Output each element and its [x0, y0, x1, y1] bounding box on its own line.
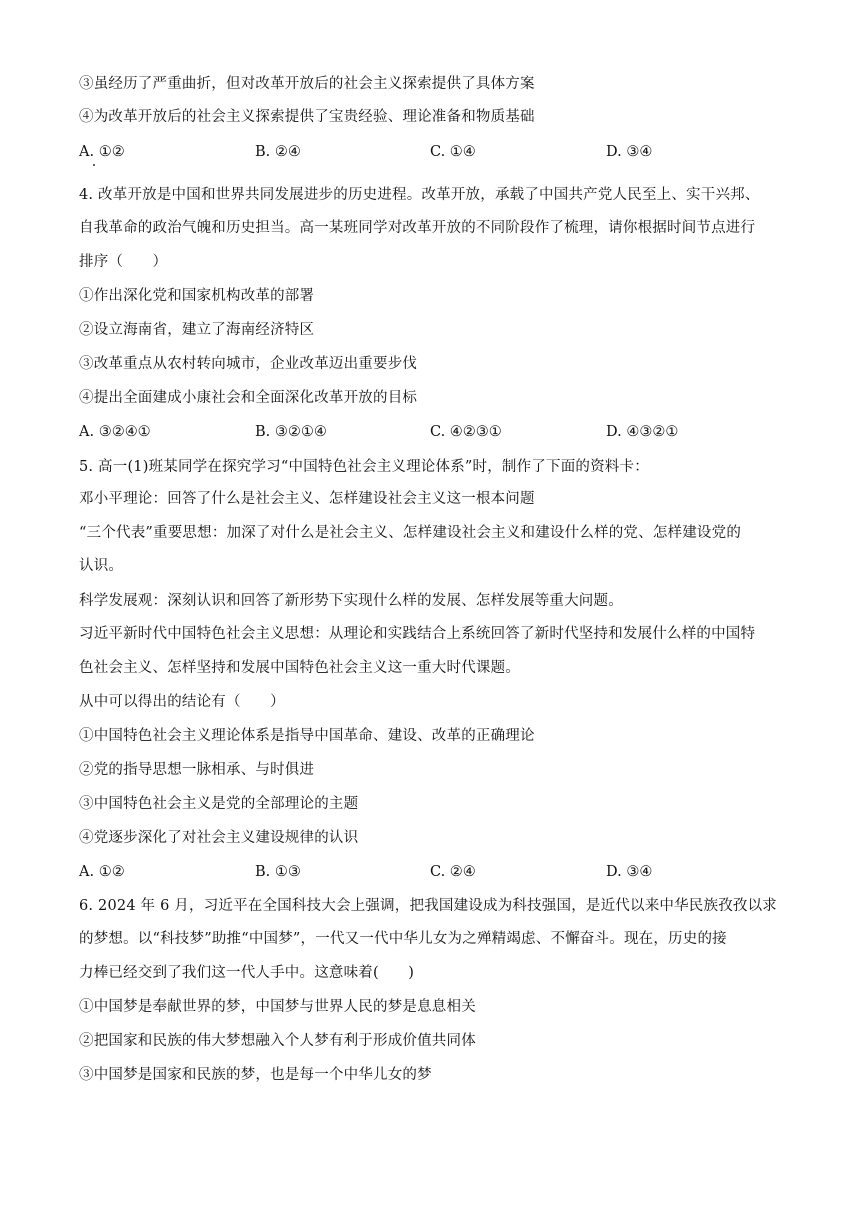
q6-item-1: ①中国梦是奉献世界的梦，中国梦与世界人民的梦是息息相关 — [79, 999, 476, 1015]
q5-item-2: ②党的指导思想一脉相承、与时俱进 — [79, 762, 315, 778]
q5-question: 从中可以得出的结论有（ ） — [79, 694, 285, 710]
q5-card-line-6: 色社会主义、怎样坚持和发展中国特色社会主义这一重大时代课题。 — [79, 660, 520, 676]
q4-item-2: ②设立海南省，建立了海南经济特区 — [79, 322, 315, 338]
q5-card-line-4: 科学发展观：深刻认识和回答了新形势下实现什么样的发展、怎样发展等重大问题。 — [79, 593, 623, 609]
q4-option-c[interactable]: C. ④②③① — [430, 424, 502, 440]
mark-dot — [93, 164, 95, 166]
q3-option-c[interactable]: C. ①④ — [430, 144, 476, 160]
q4-option-b[interactable]: B. ③②①④ — [255, 424, 327, 440]
q5-option-c[interactable]: C. ②④ — [430, 864, 476, 880]
q3-statement-4: ④为改革开放后的社会主义探索提供了宝贵经验、理论准备和物质基础 — [79, 109, 535, 125]
q3-option-a[interactable]: A. ①② — [79, 144, 125, 160]
q4-item-4: ④提出全面建成小康社会和全面深化改革开放的目标 — [79, 390, 418, 406]
q5-option-d[interactable]: D. ③④ — [606, 864, 653, 880]
q4-item-3: ③改革重点从农村转向城市，企业改革迈出重要步伐 — [79, 356, 418, 372]
q4-stem-line-3: 排序（ ） — [79, 254, 168, 270]
q5-card-line-1: 邓小平理论：回答了什么是社会主义、怎样建设社会主义这一根本问题 — [79, 491, 535, 507]
q5-card-line-5: 习近平新时代中国特色社会主义思想：从理论和实践结合上系统回答了新时代坚持和发展什么样的中国特 — [79, 626, 756, 642]
q6-item-3: ③中国梦是国家和民族的梦，也是每一个中华儿女的梦 — [79, 1067, 432, 1083]
q4-option-a[interactable]: A. ③②④① — [79, 424, 151, 440]
q6-stem-line-1: 6. 2024 年 6 月，习近平在全国科技大会上强调，把我国建设成为科技强国，是近代以来中华民族孜孜以求 — [79, 898, 777, 914]
q5-option-b[interactable]: B. ①③ — [255, 864, 301, 880]
q4-option-d[interactable]: D. ④③②① — [606, 424, 679, 440]
q5-item-4: ④党逐步深化了对社会主义建设规律的认识 — [79, 830, 359, 846]
q3-option-b[interactable]: B. ②④ — [255, 144, 301, 160]
q5-option-a[interactable]: A. ①② — [79, 864, 125, 880]
q4-stem-line-2: 自我革命的政治气魄和历史担当。高一某班同学对改革开放的不同阶段作了梳理，请你根据时间节点进行 — [79, 220, 756, 236]
q6-item-2: ②把国家和民族的伟大梦想融入个人梦有利于形成价值共同体 — [79, 1033, 476, 1049]
q4-item-1: ①作出深化党和国家机构改革的部署 — [79, 288, 315, 304]
q5-item-1: ①中国特色社会主义理论体系是指导中国革命、建设、改革的正确理论 — [79, 728, 535, 744]
q5-card-line-2: “三个代表”重要思想：加深了对什么是社会主义、怎样建设社会主义和建设什么样的党、怎样建设党的 — [79, 525, 742, 541]
q5-item-3: ③中国特色社会主义是党的全部理论的主题 — [79, 796, 359, 812]
q3-statement-3: ③虽经历了严重曲折，但对改革开放后的社会主义探索提供了具体方案 — [79, 76, 535, 92]
q5-card-line-3: 认识。 — [79, 558, 124, 574]
q6-stem-line-2: 的梦想。以“科技梦”助推“中国梦”，一代又一代中华儿女为之殚精竭虑、不懈奋斗。现在，历史的接 — [79, 931, 727, 947]
q5-stem: 5. 高一(1)班某同学在探究学习“中国特色社会主义理论体系”时，制作了下面的资料卡： — [79, 459, 649, 475]
q3-option-d[interactable]: D. ③④ — [606, 144, 653, 160]
q6-stem-line-3: 力棒已经交到了我们这一代人手中。这意味着( ) — [79, 965, 415, 981]
q4-stem-line-1: 4. 改革开放是中国和世界共同发展进步的历史进程。改革开放，承载了中国共产党人民至上、实干兴邦、 — [79, 187, 760, 203]
